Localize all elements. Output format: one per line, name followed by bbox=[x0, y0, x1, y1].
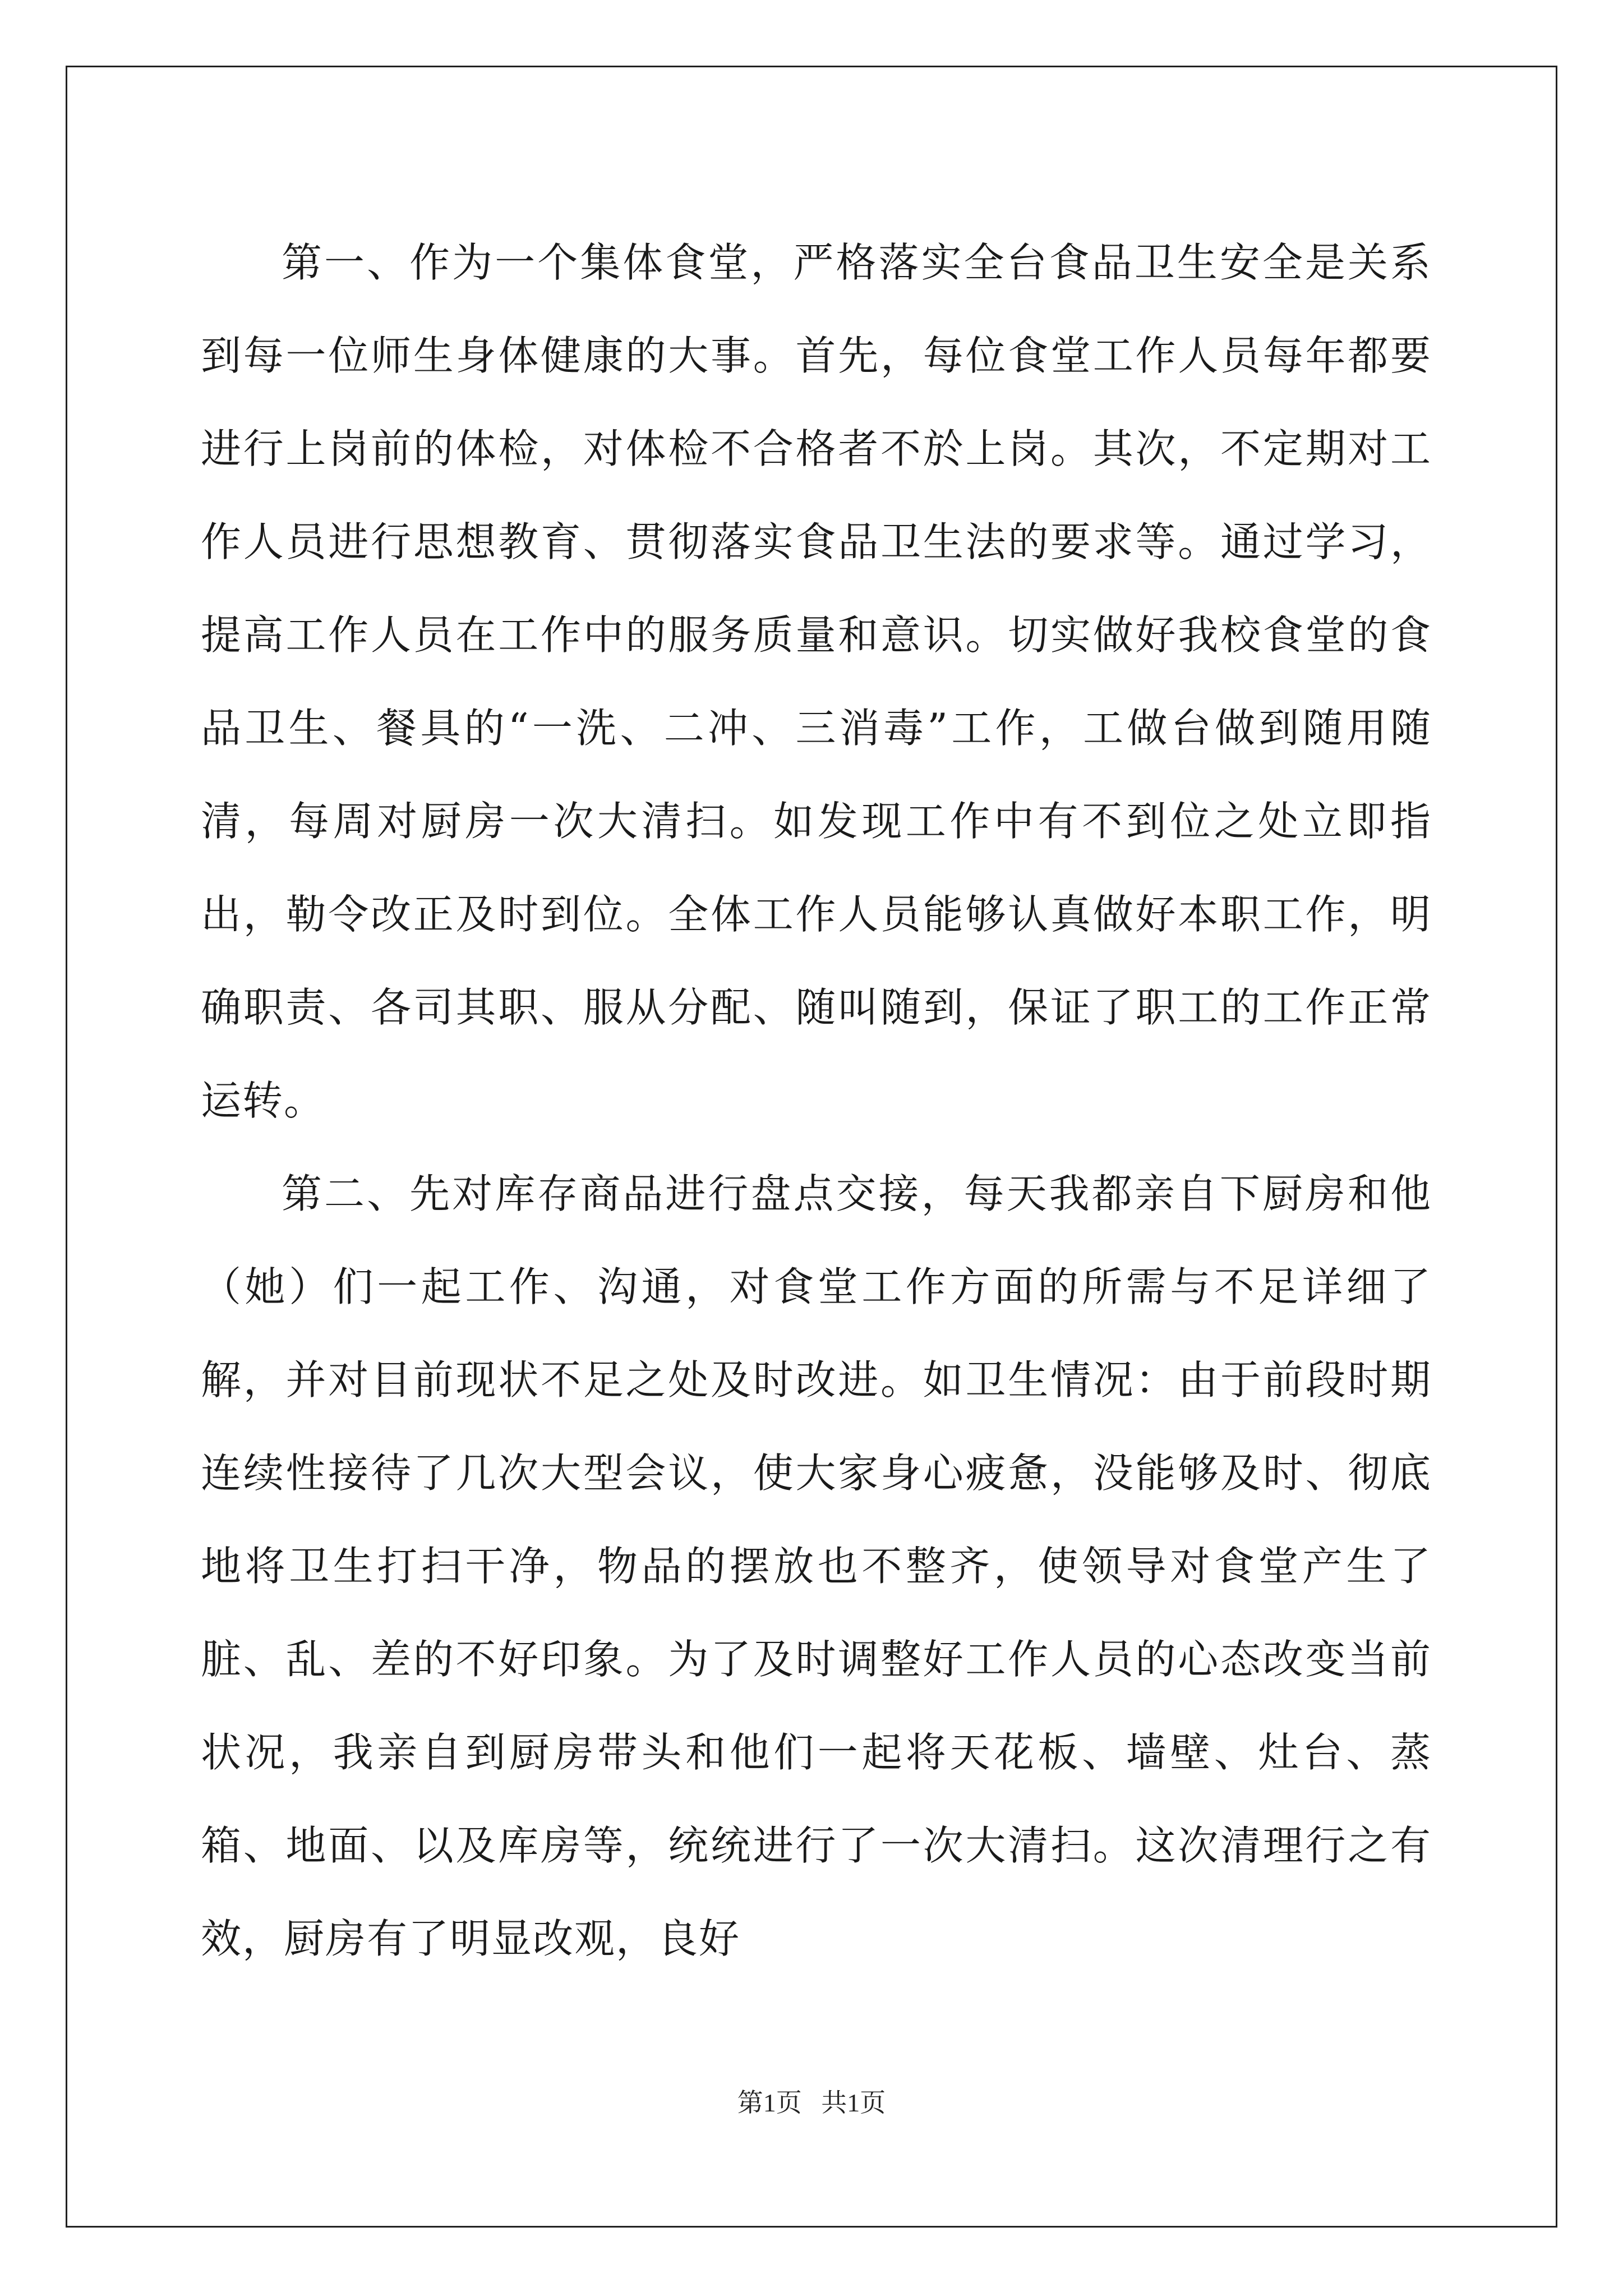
paragraph-1: 第一、作为一个集体食堂，严格落实全台食品卫生安全是关系到每一位师生身体健康的大事。首先，每位食堂工作人员每年都要进行上岗前的体检，对体检不合格者不於上岗。其次，不定期对工作人员进行思想教育、贯彻落实食品卫生法的要求等。通过学习，提高工作人员在工作中的服务质量和意识。切实做好我校食堂的食品卫生、餐具的“一洗、二冲、三消毒”工作，工做台做到随用随清，每周对厨房一次大清扫。如发现工作中有不到位之处立即指出，勒令改正及时到位。全体工作人员能够认真做好本职工作，明确职责、各司其职、服从分配、随叫随到，保证了职工的工作正常运转。 bbox=[201, 239, 1432, 1124]
page-footer: 第1页 共1页 bbox=[737, 2088, 886, 2117]
paragraph-2: 第二、先对库存商品进行盘点交接，每天我都亲自下厨房和他（她）们一起工作、沟通，对食堂工作方面的所需与不足详细了解，并对目前现状不足之处及时改进。如卫生情况：由于前段时期连续性接待了几次大型会议，使大家身心疲惫，没能够及时、彻底地将卫生打扫干净，物品的摆放也不整齐，使领导对食堂产生了脏、乱、差的不好印象。为了及时调整好工作人员的心态改变当前状况，我亲自到厨房带头和他们一起将天花板、墙壁、灶台、蒸箱、地面、以及库房等，统统进行了一次大清扫。这次清理行之有效，厨房有了明显改观，良好 bbox=[201, 1170, 1432, 1962]
document-body bbox=[201, 216, 1432, 1985]
